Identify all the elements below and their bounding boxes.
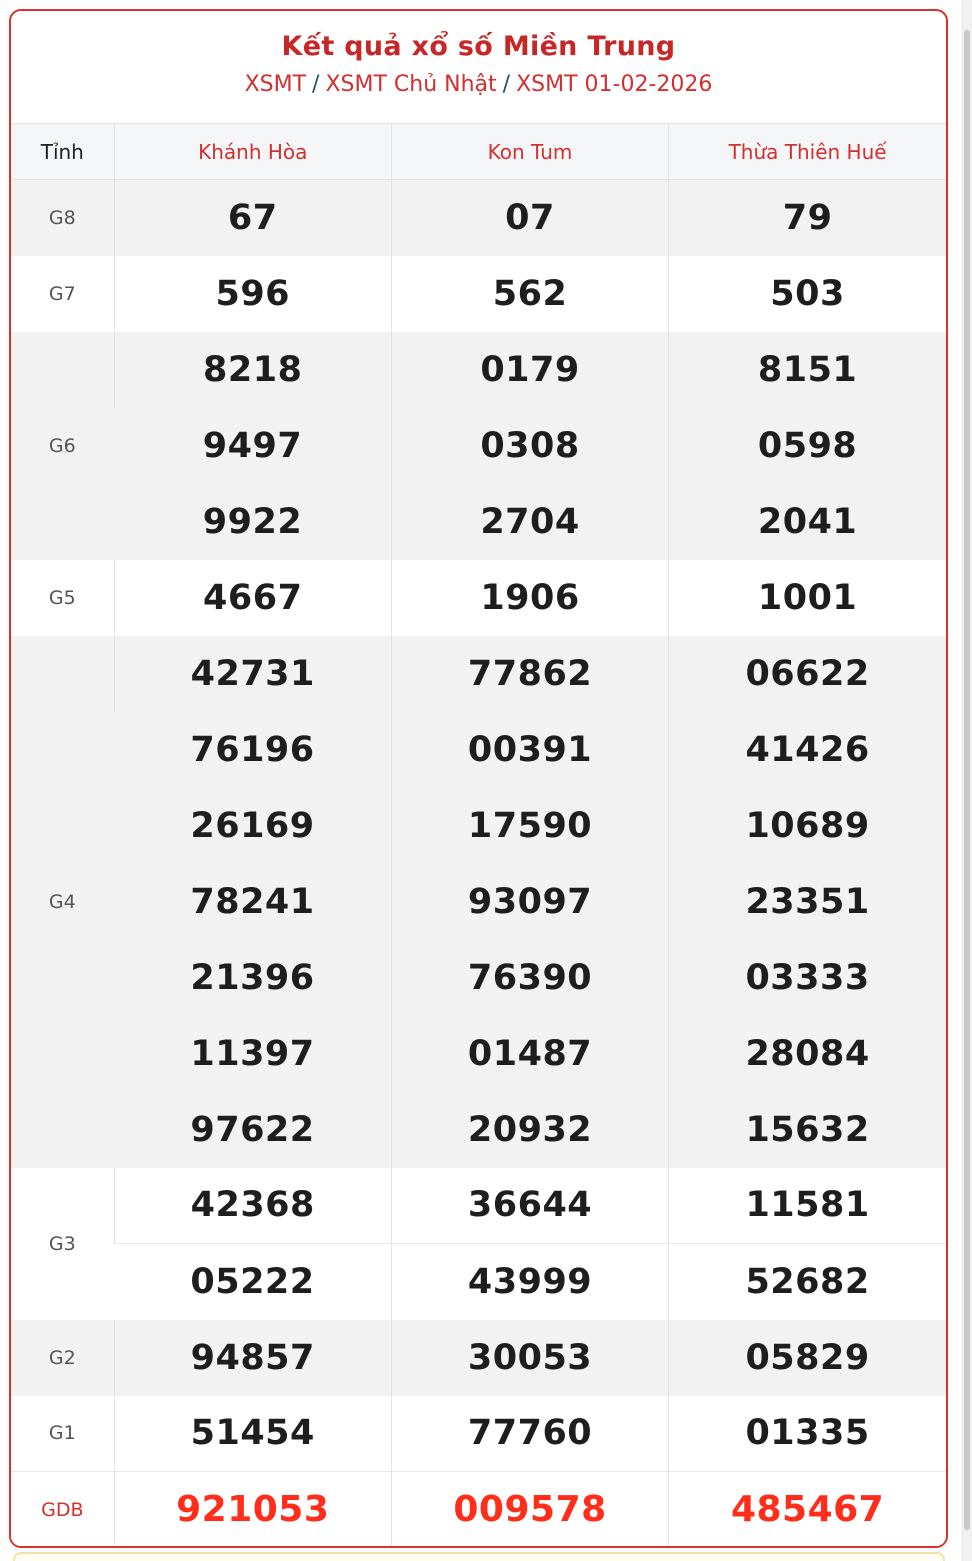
breadcrumb xyxy=(11,72,946,97)
prize-number: 67 xyxy=(114,180,391,256)
breadcrumb-link-xsmt[interactable]: XSMT xyxy=(244,72,307,97)
prize-row-g5 xyxy=(11,560,946,636)
prize-label-g7: G7 xyxy=(11,256,114,332)
prize-label-g2: G2 xyxy=(11,1320,114,1396)
prize-number: 4667 xyxy=(114,560,391,636)
prize-number: 0598 xyxy=(669,408,946,484)
prize-number: 562 xyxy=(391,256,668,332)
prize-number: 03333 xyxy=(669,940,946,1016)
prize-label-g1: G1 xyxy=(11,1396,114,1472)
prize-row-g4 xyxy=(11,1092,946,1168)
column-header-khanh-hoa[interactable]: Khánh Hòa xyxy=(114,124,391,180)
prize-number: 0308 xyxy=(391,408,668,484)
prize-number: 93097 xyxy=(391,864,668,940)
prize-number: 8151 xyxy=(669,332,946,408)
prize-number: 17590 xyxy=(391,788,668,864)
prize-number: 43999 xyxy=(391,1244,668,1320)
prize-number: 42368 xyxy=(114,1168,391,1244)
prize-row-g6 xyxy=(11,332,946,408)
prize-row-g3 xyxy=(11,1244,946,1320)
prize-row-gdb xyxy=(11,1472,946,1548)
prize-label-g6: G6 xyxy=(11,332,114,560)
column-header-thua-thien-hue[interactable]: Thừa Thiên Huế xyxy=(669,124,946,180)
prize-number: 52682 xyxy=(669,1244,946,1320)
prize-number: 28084 xyxy=(669,1016,946,1092)
prize-number: 15632 xyxy=(669,1092,946,1168)
results-table xyxy=(11,123,946,1548)
prize-row-g7 xyxy=(11,256,946,332)
table-header-row xyxy=(11,124,946,180)
prize-number: 21396 xyxy=(114,940,391,1016)
prize-number: 8218 xyxy=(114,332,391,408)
scrollbar-thumb[interactable] xyxy=(964,30,970,1530)
prize-number: 2041 xyxy=(669,484,946,560)
prize-label-g8: G8 xyxy=(11,180,114,256)
prize-number: 94857 xyxy=(114,1320,391,1396)
prize-row-g4 xyxy=(11,636,946,712)
prize-number: 00391 xyxy=(391,712,668,788)
prize-number: 77862 xyxy=(391,636,668,712)
prize-table-body xyxy=(11,180,946,1548)
prize-row-g6 xyxy=(11,408,946,484)
prize-row-g4 xyxy=(11,864,946,940)
prize-number: 485467 xyxy=(669,1472,946,1548)
prize-number: 76390 xyxy=(391,940,668,1016)
prize-number: 11397 xyxy=(114,1016,391,1092)
prize-number: 01487 xyxy=(391,1016,668,1092)
prize-row-g4 xyxy=(11,1016,946,1092)
prize-number: 2704 xyxy=(391,484,668,560)
prize-number: 07 xyxy=(391,180,668,256)
prize-number: 05829 xyxy=(669,1320,946,1396)
prize-number: 20932 xyxy=(391,1092,668,1168)
results-header xyxy=(11,11,946,123)
prize-number: 23351 xyxy=(669,864,946,940)
prize-number: 9922 xyxy=(114,484,391,560)
scrollbar[interactable] xyxy=(962,0,972,1561)
prize-number: 1906 xyxy=(391,560,668,636)
prize-number: 9497 xyxy=(114,408,391,484)
prize-row-g2 xyxy=(11,1320,946,1396)
prize-row-g4 xyxy=(11,712,946,788)
prize-row-g1 xyxy=(11,1396,946,1472)
breadcrumb-separator: / xyxy=(312,72,320,97)
breadcrumb-link-xsmt-date[interactable]: XSMT 01-02-2026 xyxy=(516,72,713,97)
prize-row-g3 xyxy=(11,1168,946,1244)
prize-number: 42731 xyxy=(114,636,391,712)
prize-number: 26169 xyxy=(114,788,391,864)
prize-number: 77760 xyxy=(391,1396,668,1472)
prize-number: 30053 xyxy=(391,1320,668,1396)
prize-label-g5: G5 xyxy=(11,560,114,636)
prize-number: 10689 xyxy=(669,788,946,864)
prize-row-g6 xyxy=(11,484,946,560)
prize-number: 79 xyxy=(669,180,946,256)
prize-number: 1001 xyxy=(669,560,946,636)
breadcrumb-separator: / xyxy=(502,72,511,97)
prize-label-g3: G3 xyxy=(11,1168,114,1320)
prize-number: 41426 xyxy=(669,712,946,788)
prize-number: 11581 xyxy=(669,1168,946,1244)
prize-row-g4 xyxy=(11,940,946,1016)
page-title: Kết quả xổ số Miền Trung xyxy=(281,31,676,62)
prize-label-g4: G4 xyxy=(11,636,114,1168)
prize-row-g8 xyxy=(11,180,946,256)
prize-number: 76196 xyxy=(114,712,391,788)
next-card-edge xyxy=(13,1552,945,1561)
prize-number: 921053 xyxy=(114,1472,391,1548)
prize-number: 503 xyxy=(669,256,946,332)
prize-number: 0179 xyxy=(391,332,668,408)
prize-number: 51454 xyxy=(114,1396,391,1472)
prize-label-gdb: GDB xyxy=(11,1472,114,1548)
prize-number: 596 xyxy=(114,256,391,332)
prize-number: 06622 xyxy=(669,636,946,712)
breadcrumb-link-xsmt-chu-nhat[interactable]: XSMT Chủ Nhật xyxy=(325,72,497,97)
column-header-tinh: Tỉnh xyxy=(11,124,114,180)
prize-number: 01335 xyxy=(669,1396,946,1472)
prize-number: 97622 xyxy=(114,1092,391,1168)
prize-number: 36644 xyxy=(391,1168,668,1244)
column-header-kon-tum[interactable]: Kon Tum xyxy=(391,124,668,180)
prize-row-g4 xyxy=(11,788,946,864)
results-card xyxy=(9,9,948,1548)
prize-number: 78241 xyxy=(114,864,391,940)
prize-number: 05222 xyxy=(114,1244,391,1320)
prize-number: 009578 xyxy=(391,1472,668,1548)
